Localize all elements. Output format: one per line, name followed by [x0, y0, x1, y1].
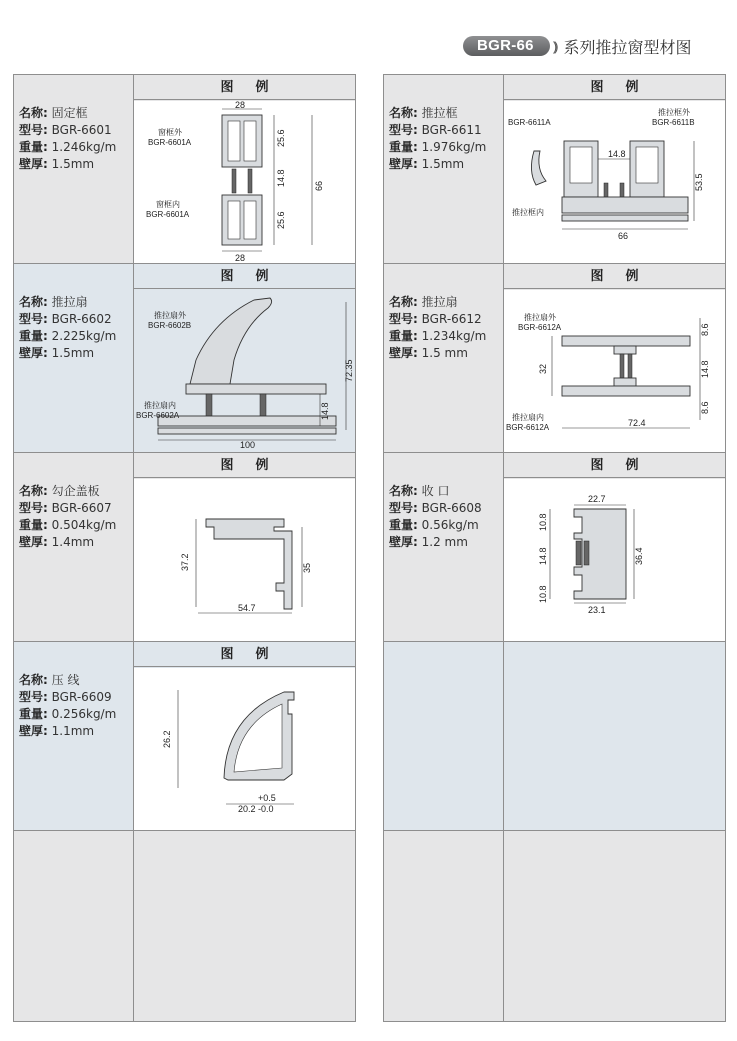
right-profile-table	[383, 74, 726, 1022]
profile-info: 名称: 收 口 型号: BGR-6608 重量: 0.56kg/m 壁厚: 1.2 mm	[389, 484, 482, 549]
svg-text:BGR-6601A: BGR-6601A	[148, 138, 192, 147]
svg-text:BGR-6602A: BGR-6602A	[136, 411, 180, 420]
svg-text:54.7: 54.7	[238, 603, 256, 613]
svg-text:32: 32	[538, 363, 548, 374]
svg-text:推拉扇外: 推拉扇外	[154, 311, 186, 320]
figure-caption: 图例	[504, 264, 725, 289]
profile-info: 名称: 推拉扇 型号: BGR-6602 重量: 2.225kg/m 壁厚: 1.5mm	[19, 295, 117, 360]
svg-text:35: 35	[302, 562, 312, 573]
figure-caption: 图例	[134, 264, 355, 289]
figure-caption: 图例	[134, 453, 355, 478]
svg-text:+0.5: +0.5	[258, 793, 276, 803]
svg-text:14.8: 14.8	[538, 547, 548, 565]
chevron-icon: ))	[552, 38, 556, 54]
empty-row	[384, 831, 725, 1021]
svg-text:窗框内: 窗框内	[156, 200, 180, 209]
profile-drawing-6608	[504, 479, 725, 641]
profile-drawing-6602	[134, 290, 355, 452]
svg-text:-0.0: -0.0	[258, 804, 274, 814]
svg-text:23.1: 23.1	[588, 605, 606, 615]
svg-text:36.4: 36.4	[634, 547, 644, 565]
svg-text:8.6: 8.6	[700, 401, 710, 414]
figure-caption: 图例	[504, 453, 725, 478]
profile-info: 名称: 勾企盖板 型号: BGR-6607 重量: 0.504kg/m 壁厚: 1.4mm	[19, 484, 117, 549]
profile-drawing-6611	[504, 101, 725, 263]
profile-info: 名称: 推拉扇 型号: BGR-6612 重量: 1.234kg/m 壁厚: 1.5 mm	[389, 295, 487, 360]
svg-text:10.8: 10.8	[538, 513, 548, 531]
svg-text:推拉框内: 推拉框内	[512, 208, 544, 217]
svg-text:72.4: 72.4	[628, 418, 646, 428]
profile-row-6608	[384, 453, 725, 642]
empty-row	[384, 642, 725, 831]
profile-row-6611	[384, 75, 725, 264]
svg-text:20.2: 20.2	[238, 804, 256, 814]
svg-text:BGR-6601A: BGR-6601A	[146, 210, 190, 219]
figure-caption: 图例	[134, 75, 355, 100]
svg-text:推拉扇外: 推拉扇外	[524, 313, 556, 322]
svg-text:22.7: 22.7	[588, 494, 606, 504]
svg-text:72.35: 72.35	[344, 359, 354, 382]
svg-text:14.8: 14.8	[320, 402, 330, 420]
svg-text:25.6: 25.6	[276, 211, 286, 229]
empty-row	[14, 831, 355, 1021]
svg-text:25.6: 25.6	[276, 129, 286, 147]
svg-text:BGR-6611B: BGR-6611B	[652, 118, 695, 127]
profile-drawing-6607	[134, 479, 355, 641]
figure-caption: 图例	[504, 75, 725, 100]
profile-info: 名称: 固定框 型号: BGR-6601 重量: 1.246kg/m 壁厚: 1.5mm	[19, 106, 117, 171]
series-header	[463, 36, 692, 56]
svg-text:推拉扇内: 推拉扇内	[144, 401, 176, 410]
svg-text:14.8: 14.8	[608, 149, 626, 159]
svg-text:BGR-6612A: BGR-6612A	[506, 423, 550, 432]
profile-row-6602	[14, 264, 355, 453]
svg-text:推拉框外: 推拉框外	[658, 108, 690, 117]
figure-caption: 图例	[134, 642, 355, 667]
svg-text:窗框外: 窗框外	[158, 128, 182, 137]
profile-drawing-6609	[134, 668, 355, 830]
profile-info: 名称: 压 线 型号: BGR-6609 重量: 0.256kg/m 壁厚: 1.1mm	[19, 673, 117, 738]
svg-text:BGR-6611A: BGR-6611A	[508, 118, 551, 127]
svg-text:37.2: 37.2	[180, 553, 190, 571]
svg-text:26.2: 26.2	[162, 730, 172, 748]
svg-text:BGR-6602B: BGR-6602B	[148, 321, 192, 330]
svg-text:14.8: 14.8	[276, 169, 286, 187]
svg-text:8.6: 8.6	[700, 323, 710, 336]
svg-text:53.5: 53.5	[694, 173, 704, 191]
svg-text:推拉扇内: 推拉扇内	[512, 413, 544, 422]
profile-row-6607	[14, 453, 355, 642]
series-badge: BGR-66	[463, 36, 550, 56]
left-profile-table	[13, 74, 356, 1022]
svg-text:14.8: 14.8	[700, 360, 710, 378]
svg-text:100: 100	[240, 440, 256, 450]
profile-drawing-6601	[134, 101, 355, 263]
profile-row-6601	[14, 75, 355, 264]
svg-text:28: 28	[235, 253, 246, 263]
svg-text:66: 66	[618, 231, 629, 241]
svg-text:BGR-6612A: BGR-6612A	[518, 323, 562, 332]
profile-drawing-6612	[504, 290, 725, 452]
svg-text:28: 28	[235, 101, 246, 110]
profile-row-6609	[14, 642, 355, 831]
svg-text:66: 66	[314, 180, 324, 191]
profile-info: 名称: 推拉框 型号: BGR-6611 重量: 1.976kg/m 壁厚: 1.5mm	[389, 106, 487, 171]
profile-row-6612	[384, 264, 725, 453]
page-title: 系列推拉窗型材图	[563, 37, 692, 57]
svg-text:10.8: 10.8	[538, 585, 548, 603]
